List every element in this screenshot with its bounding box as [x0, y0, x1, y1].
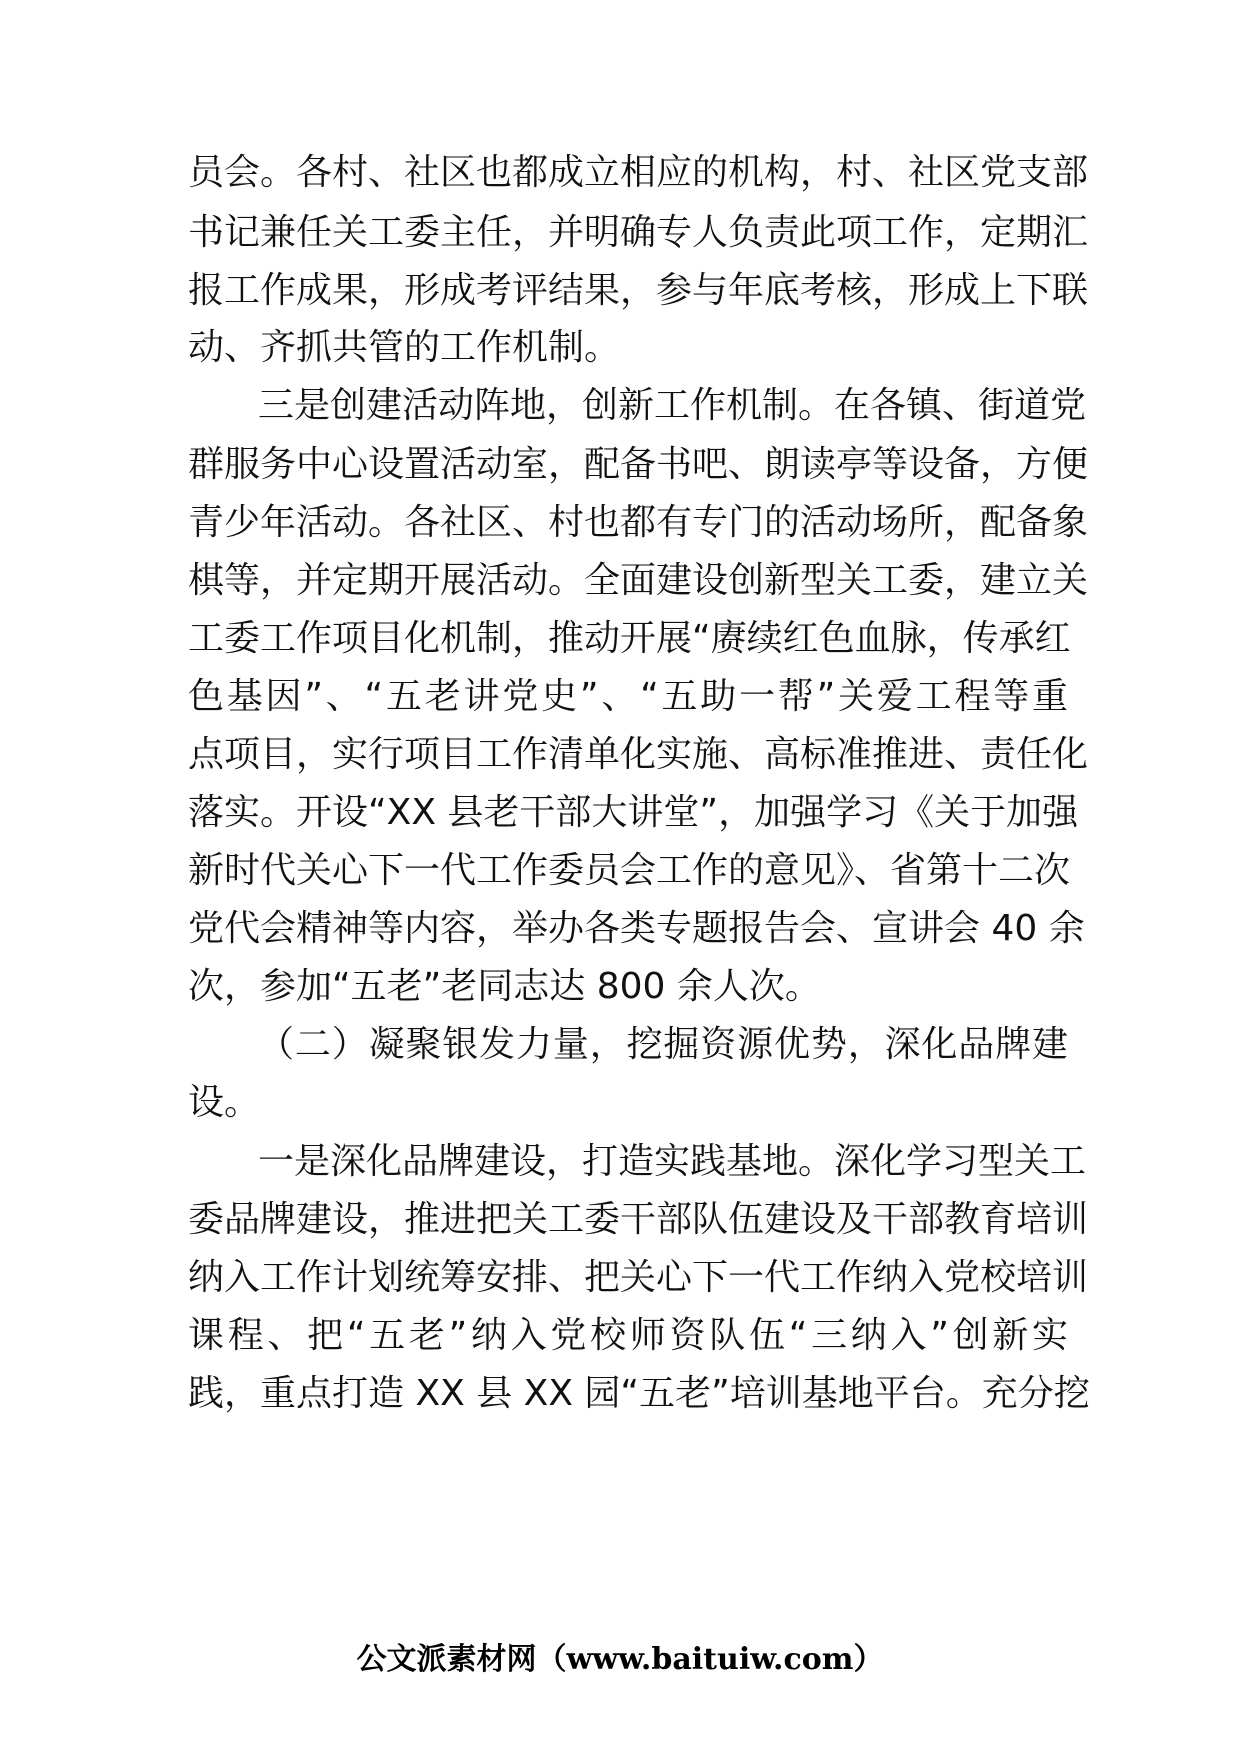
section-heading-line: 设。 [188, 1082, 261, 1123]
section-heading-line: （二）凝聚银发力量，挖掘资源优势，深化品牌建 [258, 1024, 1068, 1065]
text-line: 点项目，实行项目工作清单化实施、高标准推进、责任化 [188, 734, 1089, 775]
text-line: 色基因”、“五老讲党史”、“五助一帮”关爱工程等重 [188, 676, 1068, 717]
text-line: 群服务中心设置活动室，配备书吧、朗读亭等设备，方便 [188, 444, 1089, 485]
text-line: 动、齐抓共管的工作机制。 [188, 327, 621, 368]
text-line: 三是创建活动阵地，创新工作机制。在各镇、街道党 [258, 385, 1087, 426]
text-line: 委品牌建设，推进把关工委干部队伍建设及干部教育培训 [188, 1199, 1089, 1240]
text-line: 落实。开设“XX 县老干部大讲堂”，加强学习《关于加强 [188, 792, 1079, 833]
text-line: 棋等，并定期开展活动。全面建设创新型关工委，建立关 [188, 560, 1089, 601]
text-line: 员会。各村、社区也都成立相应的机构，村、社区党支部 [188, 152, 1089, 193]
text-line: 青少年活动。各社区、村也都有专门的活动场所，配备象 [188, 502, 1089, 543]
text-line: 工委工作项目化机制，推动开展“赓续红色血脉，传承红 [188, 618, 1071, 659]
text-line: 一是深化品牌建设，打造实践基地。深化学习型关工 [258, 1141, 1087, 1182]
text-line: 纳入工作计划统筹安排、把关心下一代工作纳入党校培训 [188, 1257, 1089, 1298]
text-line: 党代会精神等内容，举办各类专题报告会、宣讲会 40 余 [188, 908, 1085, 949]
text-line: 次，参加“五老”老同志达 800 余人次。 [188, 966, 821, 1007]
text-line: 践，重点打造 XX 县 XX 园“五老”培训基地平台。充分挖 [188, 1373, 1090, 1414]
text-line: 课程、把“五老”纳入党校师资队伍“三纳入”创新实 [188, 1315, 1068, 1356]
text-line: 报工作成果，形成考评结果，参与年底考核，形成上下联 [188, 270, 1089, 311]
footer-source: 公文派素材网（www.baituiw.com） [356, 1642, 884, 1677]
text-line: 书记兼任关工委主任，并明确专人负责此项工作，定期汇 [188, 212, 1089, 253]
text-line: 新时代关心下一代工作委员会工作的意见》、省第十二次 [188, 850, 1071, 891]
